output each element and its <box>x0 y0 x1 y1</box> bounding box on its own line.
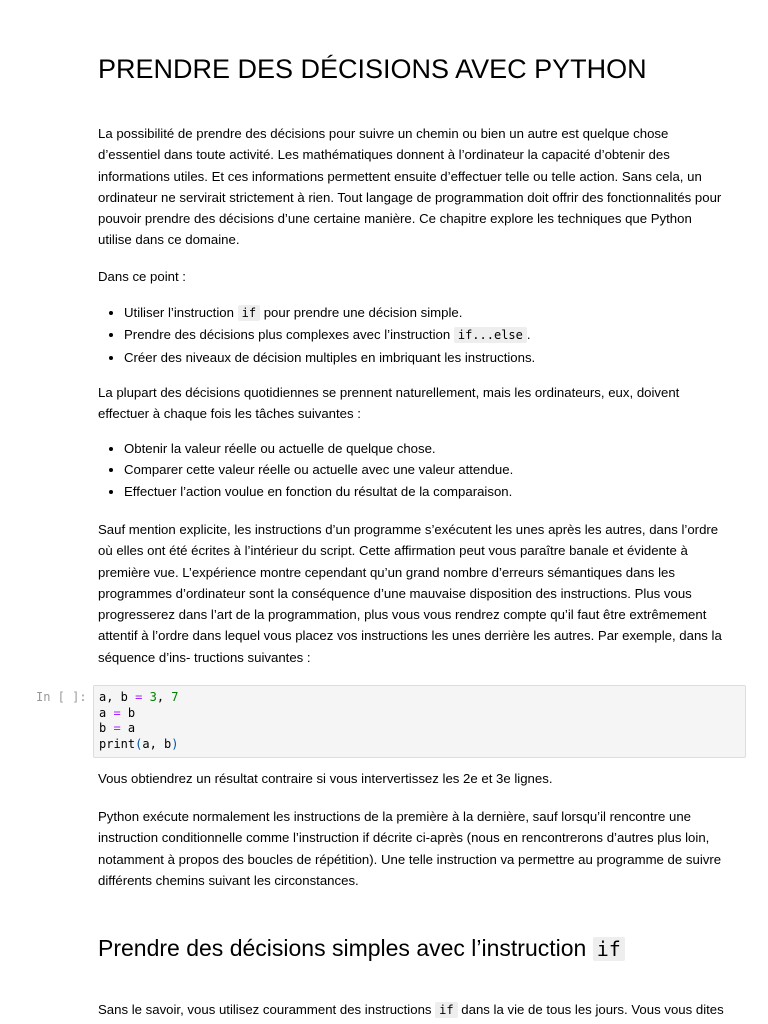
list-item: • Effectuer l’action voulue en fonction du résultat de la comparaison. <box>124 481 728 502</box>
daily-text: La plupart des décisions quotidiennes se prennent naturellement, mais les ordinateurs, eux, doivent effectuer à chaque fois les tâches suivantes : <box>98 385 680 422</box>
code-token: a, b <box>142 736 172 751</box>
code-token: a, b <box>99 690 136 704</box>
code-token: = <box>113 705 121 720</box>
code-token: = <box>113 721 121 735</box>
code-token <box>142 690 149 704</box>
inline-code: if...else <box>454 327 527 343</box>
inline-code: if <box>435 1002 457 1018</box>
code-token: a <box>99 705 114 720</box>
code-line <box>99 721 135 735</box>
intro-paragraph <box>98 123 728 251</box>
code-token: = <box>135 690 143 704</box>
tasks-list <box>98 438 728 502</box>
page-title: PRENDRE DES DÉCISIONS AVEC PYTHON <box>98 54 647 84</box>
code-token: 7 <box>171 690 179 704</box>
python-text: Python exécute normalement les instructions de la première à la dernière, sauf lorsqu’il rencontre une instruction conditionnelle comme l’instruction if décrite ci-après (nous en rencontrerons d’autres plus loin, notamment à propos des boucles de répétition). Une telle instruction va permettre au programme de suivre différents chemins suivant les circonstances. <box>98 809 722 888</box>
code-editor[interactable] <box>94 686 745 752</box>
code-cell[interactable] <box>93 685 746 758</box>
heading-code: if <box>593 937 625 961</box>
code-token: ( <box>135 736 143 751</box>
list-item: • Obtenir la valeur réelle ou actuelle de quelque chose. <box>124 438 728 459</box>
code-line <box>99 690 179 704</box>
list-item: • Créer des niveaux de décision multiples en imbriquant les instructions. <box>124 347 728 368</box>
last-text: Sans le savoir, vous utilisez couramment des instructions if dans la vie de tous les jours. Vous vous dites <box>98 1002 724 1017</box>
code-token: , <box>156 690 172 704</box>
python-paragraph <box>98 806 728 891</box>
daily-paragraph <box>98 382 728 425</box>
code-token: b <box>99 721 114 735</box>
inline-code: if <box>238 305 260 321</box>
points-heading <box>98 266 728 287</box>
intro-text: La possibilité de prendre des décisions pour suivre un chemin ou bien un autre est quelque chose d’essentiel dans toute activité. Les mathématiques donnent à l’ordinateur la capacité d’obtenir des informations utiles. Et ces informations permettent ensuite d’effectuer telle ou telle action. Sans cela, un ordinateur ne servirait strictement à rien. Tout langage de programmation doit offrir des fonctionnalités pour pouvoir prendre des décisions d’une certaine manière. Ce chapitre explore les techniques que Python utilise dans ce domaine. <box>98 126 722 248</box>
list-item: • Prendre des décisions plus complexes avec l’instruction if...else . <box>124 324 728 346</box>
code-line <box>99 737 179 751</box>
order-paragraph <box>98 519 728 668</box>
code-token: print <box>99 736 136 751</box>
after-cell-paragraph <box>98 768 728 789</box>
code-token: ) <box>171 736 179 751</box>
list-item: • Utiliser l’instruction if pour prendre une décision simple. <box>124 302 728 324</box>
points-heading-text: Dans ce point : <box>98 269 186 284</box>
order-text: Sauf mention explicite, les instructions d’un programme s’exécutent les unes après les autres, dans l’ordre où elles ont été écrites à l’intérieur du script. Cette affirmation peut vous paraître banale et évidente à première vue. L’expérience montre cependant qu’un grand nombre d’erreurs sémantiques dans les programmes d’ordinateur sont la conséquence d’une mauvaise disposition des instructions. Plus vous progresserez dans l’art de la programmation, plus vous vous rendrez compte qu’il faut être extrêmement attentif à l’ordre dans lequel vous placez vos instructions les unes derrière les autres. Par exemple, dans la séquence d’ins- tructions suivantes : <box>98 522 722 665</box>
code-token: b <box>120 705 136 720</box>
code-line <box>99 706 135 720</box>
section-heading: Prendre des décisions simples avec l’instruction if <box>98 932 625 965</box>
after-cell-text: Vous obtiendrez un résultat contraire si vous intervertissez les 2e et 3e lignes. <box>98 771 553 786</box>
code-token: 3 <box>149 690 157 704</box>
last-paragraph <box>98 999 728 1021</box>
list-item: • Comparer cette valeur réelle ou actuelle avec une valeur attendue. <box>124 459 728 480</box>
cell-prompt: In [ ]: <box>36 690 87 704</box>
code-token: a <box>120 721 136 735</box>
points-list <box>98 302 728 368</box>
